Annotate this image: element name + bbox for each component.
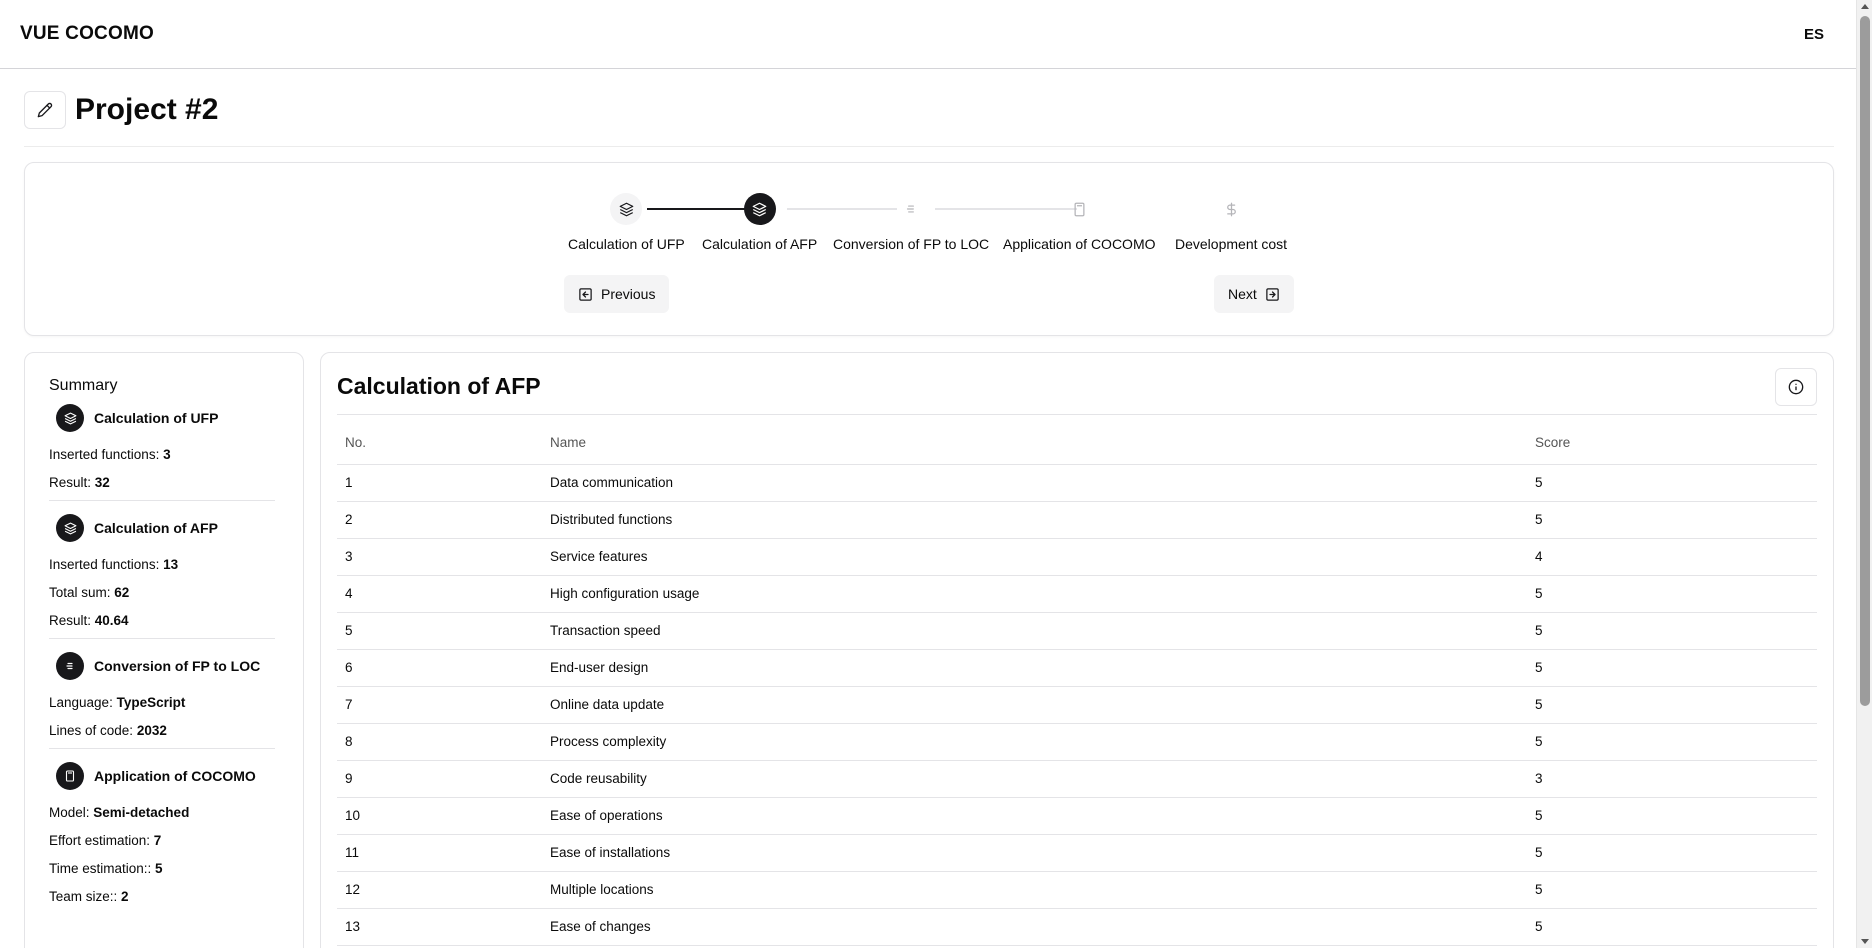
cell-score: 5 [1534,723,1817,760]
cell-name: Multiple locations [550,871,1534,908]
summary-afp-result: Result: 40.64 [49,613,129,628]
language-toggle[interactable]: ES [1803,25,1824,43]
cell-name: End-user design [550,649,1534,686]
layers-icon [64,412,77,425]
cell-name: Ease of operations [550,797,1534,834]
cell-score: 5 [1534,575,1817,612]
summary-heading: Application of COCOMO [94,768,256,784]
summary-ufp-result: Result: 32 [49,475,110,490]
cell-name: Distributed functions [550,501,1534,538]
previous-label: Previous [601,286,656,302]
cell-no: 8 [337,723,550,760]
scroll-thumb[interactable] [1860,16,1870,706]
list-icon [904,202,918,216]
info-button[interactable] [1775,368,1817,406]
cell-name: High configuration usage [550,575,1534,612]
summary-heading: Calculation of UFP [94,410,219,426]
cell-name: Ease of installations [550,834,1534,871]
cell-score: 3 [1534,760,1817,797]
afp-table [337,421,1817,946]
summary-divider [49,638,275,639]
summary-cocomo-time: Time estimation:: 5 [49,861,163,876]
summary-loc-language: Language: TypeScript [49,695,186,710]
cell-score: 5 [1534,908,1817,945]
cell-no: 3 [337,538,550,575]
arrow-left-square-icon [578,287,593,302]
cell-no: 13 [337,908,550,945]
table-row [337,871,1817,908]
summary-afp [49,513,279,639]
summary-cocomo-model: Model: Semi-detached [49,805,190,820]
summary-panel [24,352,304,948]
cell-score: 5 [1534,612,1817,649]
summary-cocomo-team: Team size:: 2 [49,889,129,904]
table-row [337,538,1817,575]
table-row [337,464,1817,501]
cell-no: 9 [337,760,550,797]
stepper-card [24,162,1834,336]
cell-score: 5 [1534,686,1817,723]
cell-no: 2 [337,501,550,538]
cell-name: Service features [550,538,1534,575]
previous-button[interactable] [564,275,669,313]
cell-score: 5 [1534,797,1817,834]
step-label: Calculation of AFP [702,236,818,252]
page-scrollbar[interactable] [1856,0,1872,948]
cell-no: 4 [337,575,550,612]
scroll-up-icon[interactable] [1861,4,1869,9]
layers-icon [619,202,634,217]
cell-no: 1 [337,464,550,501]
cell-name: Transaction speed [550,612,1534,649]
summary-heading: Calculation of AFP [94,520,218,536]
step-label: Conversion of FP to LOC [833,236,990,252]
cell-name: Code reusability [550,760,1534,797]
column-header-no: No. [337,421,550,464]
arrow-right-square-icon [1265,287,1280,302]
app-brand[interactable]: VUE COCOMO [20,23,154,44]
cell-name: Online data update [550,686,1534,723]
cell-score: 5 [1534,871,1817,908]
app-header [0,0,1856,69]
cell-no: 7 [337,686,550,723]
next-label: Next [1228,286,1257,302]
project-title-row [24,91,1834,147]
project-title: Project #2 [75,93,219,126]
afp-panel [320,352,1834,948]
table-row [337,797,1817,834]
summary-loc-lines: Lines of code: 2032 [49,723,167,738]
info-icon [1788,379,1804,395]
cell-score: 5 [1534,834,1817,871]
list-icon [64,660,76,672]
cell-no: 6 [337,649,550,686]
table-row [337,834,1817,871]
cell-no: 5 [337,612,550,649]
cell-no: 11 [337,834,550,871]
cell-score: 4 [1534,538,1817,575]
step-cocomo[interactable] [1003,193,1156,252]
summary-heading: Conversion of FP to LOC [94,658,261,674]
table-row [337,686,1817,723]
step-ufp[interactable] [568,193,685,252]
summary-afp-inserted: Inserted functions: 13 [49,557,179,572]
edit-project-button[interactable] [24,91,66,129]
table-row [337,760,1817,797]
step-loc[interactable] [833,193,989,252]
column-header-name: Name [550,421,1534,464]
cell-score: 5 [1534,649,1817,686]
summary-cocomo-effort: Effort estimation: 7 [49,833,162,848]
cell-score: 5 [1534,501,1817,538]
next-button[interactable] [1214,275,1294,313]
cell-no: 12 [337,871,550,908]
summary-afp-total: Total sum: 62 [49,585,130,600]
table-row [337,908,1817,945]
scroll-down-icon[interactable] [1861,939,1869,944]
cell-name: Ease of changes [550,908,1534,945]
cell-score: 5 [1534,464,1817,501]
layers-icon [752,202,767,217]
table-header-row [337,421,1817,464]
summary-loc [49,651,279,749]
table-row [337,649,1817,686]
step-label: Development cost [1175,236,1288,252]
table-row [337,501,1817,538]
dollar-icon [1224,202,1239,217]
cell-name: Process complexity [550,723,1534,760]
table-row [337,575,1817,612]
step-label: Application of COCOMO [1003,236,1156,252]
cell-name: Data communication [550,464,1534,501]
step-afp[interactable] [702,193,817,252]
table-row [337,723,1817,760]
calculator-icon [64,770,76,782]
summary-ufp-inserted: Inserted functions: 3 [49,447,171,462]
summary-title: Summary [49,377,118,394]
summary-divider [49,500,275,501]
column-header-score: Score [1534,421,1817,464]
pencil-icon [37,102,53,118]
layers-icon [64,522,77,535]
step-cost[interactable] [1175,193,1287,252]
calculator-icon [1072,202,1087,217]
cell-no: 10 [337,797,550,834]
panel-title: Calculation of AFP [337,373,541,399]
table-row [337,612,1817,649]
summary-cocomo [49,761,279,904]
summary-ufp [49,403,279,501]
summary-divider [49,748,275,749]
step-label: Calculation of UFP [568,236,685,252]
